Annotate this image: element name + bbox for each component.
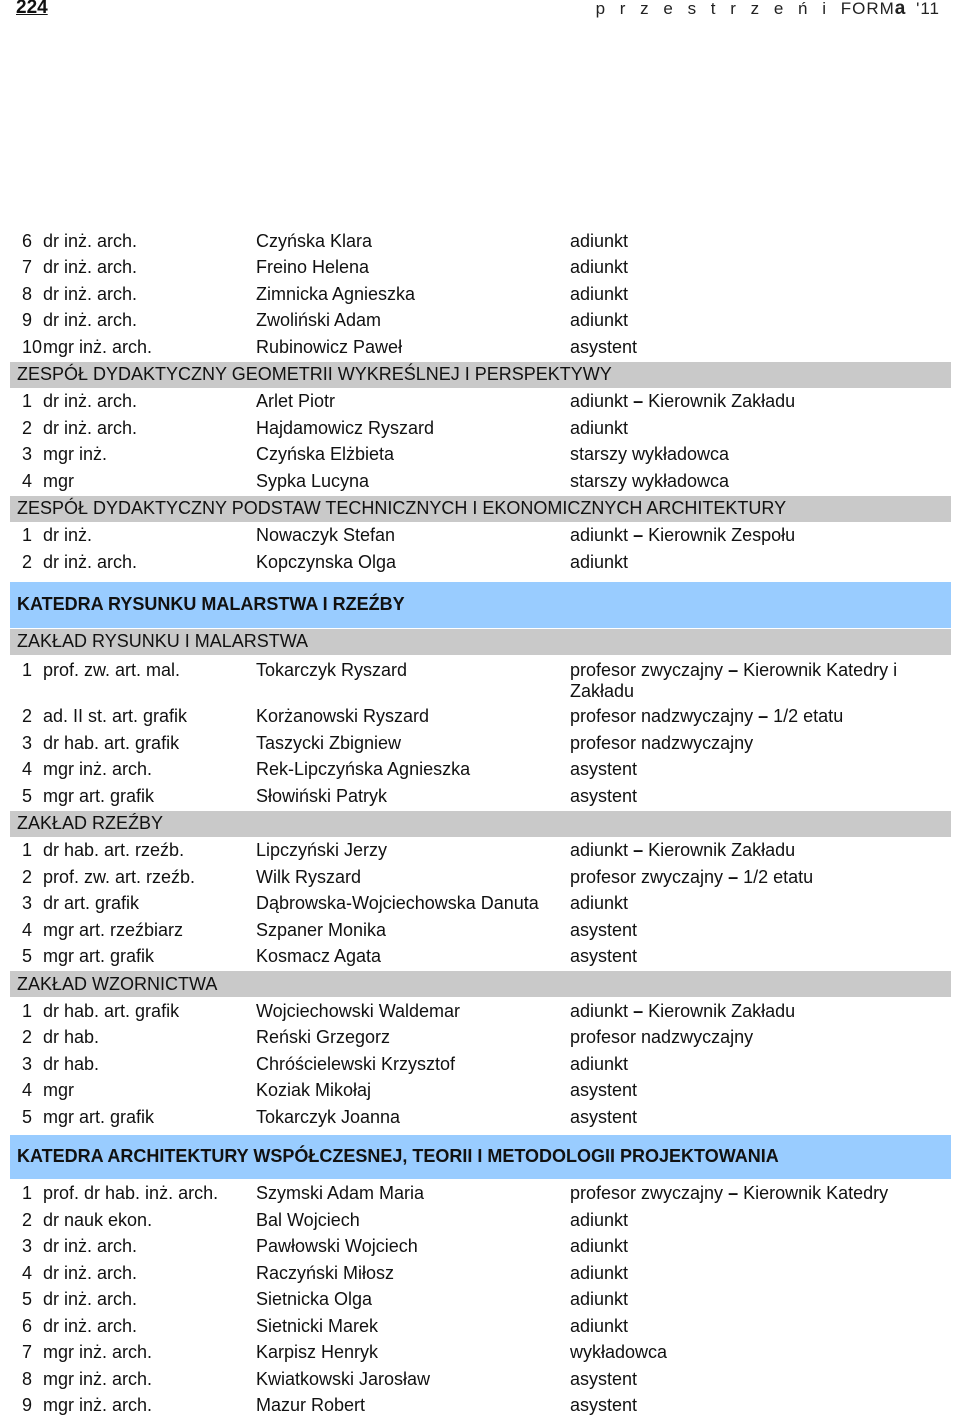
- position-role: adiunkt: [570, 893, 628, 913]
- position-cell: [570, 525, 951, 546]
- person-name: Szymski Adam Maria: [256, 1183, 570, 1204]
- position-role: adiunkt: [570, 1236, 628, 1256]
- academic-title: mgr art. grafik: [43, 1107, 256, 1128]
- position-dash: –: [633, 840, 643, 860]
- person-name: Wilk Ryszard: [256, 867, 570, 888]
- person-name: Arlet Piotr: [256, 391, 570, 412]
- academic-title: dr hab.: [43, 1054, 256, 1075]
- position-cell: [570, 1369, 951, 1390]
- academic-title: dr inż. arch.: [43, 231, 256, 252]
- table-row: [10, 308, 951, 335]
- position-role: asystent: [570, 946, 637, 966]
- academic-title: mgr inż. arch.: [43, 1342, 256, 1363]
- table-row: [10, 757, 951, 784]
- table-row: [10, 944, 951, 971]
- person-name: Słowiński Patryk: [256, 786, 570, 807]
- team-header-geometry: ZESPÓŁ DYDAKTYCZNY GEOMETRII WYKREŚLNEJ I PERSPEKTYWY: [10, 361, 951, 389]
- group-7: [10, 1181, 951, 1419]
- position-role: asystent: [570, 786, 637, 806]
- academic-title: mgr art. grafik: [43, 786, 256, 807]
- academic-title: prof. zw. art. rzeźb.: [43, 867, 256, 888]
- position-cell: [570, 1342, 951, 1363]
- row-number: 5: [10, 1107, 43, 1128]
- table-row: [10, 838, 951, 865]
- academic-title: mgr inż. arch.: [43, 1369, 256, 1390]
- table-row: [10, 730, 951, 757]
- position-extra: 1/2 etatu: [773, 706, 843, 726]
- position-cell: [570, 284, 951, 305]
- group-4: [10, 656, 951, 810]
- position-cell: [570, 1316, 951, 1337]
- row-number: 4: [10, 1080, 43, 1101]
- person-name: Rubinowicz Paweł: [256, 337, 570, 358]
- position-cell: [570, 706, 951, 727]
- position-cell: [570, 257, 951, 278]
- academic-title: dr inż. arch.: [43, 418, 256, 439]
- table-row: [10, 864, 951, 891]
- table-row: [10, 549, 951, 576]
- table-row: [10, 1366, 951, 1393]
- row-number: 10: [10, 337, 43, 358]
- table-row: [10, 1287, 951, 1314]
- position-extra: Kierownik Katedry i Zakładu: [570, 660, 897, 701]
- group-1: [10, 228, 951, 361]
- academic-title: dr inż. arch.: [43, 1236, 256, 1257]
- row-number: 5: [10, 1289, 43, 1310]
- position-cell: [570, 1395, 951, 1416]
- unit-header-sculpture: ZAKŁAD RZEŹBY: [10, 810, 951, 838]
- position-role: adiunkt: [570, 1316, 628, 1336]
- position-role: profesor nadzwyczajny: [570, 733, 753, 753]
- position-role: adiunkt: [570, 284, 628, 304]
- table-row: [10, 1260, 951, 1287]
- position-role: asystent: [570, 1395, 637, 1415]
- position-role: adiunkt: [570, 525, 628, 545]
- position-role: adiunkt: [570, 231, 628, 251]
- unit-header-drawing: ZAKŁAD RYSUNKU I MALARSTWA: [10, 628, 951, 656]
- table-row: [10, 255, 951, 282]
- person-name: Sietnicka Olga: [256, 1289, 570, 1310]
- row-number: 2: [10, 706, 43, 727]
- position-extra: 1/2 etatu: [743, 867, 813, 887]
- journal-a: a: [895, 0, 907, 19]
- position-role: adiunkt: [570, 310, 628, 330]
- person-name: Taszycki Zbigniew: [256, 733, 570, 754]
- academic-title: prof. dr hab. inż. arch.: [43, 1183, 256, 1204]
- table-row: [10, 1207, 951, 1234]
- table-row: [10, 523, 951, 550]
- person-name: Freino Helena: [256, 257, 570, 278]
- person-name: Raczyński Miłosz: [256, 1263, 570, 1284]
- row-number: 3: [10, 444, 43, 465]
- position-cell: [570, 231, 951, 252]
- table-row: [10, 656, 951, 704]
- person-name: Nowaczyk Stefan: [256, 525, 570, 546]
- position-dash: –: [728, 660, 738, 680]
- position-cell: [570, 471, 951, 492]
- academic-title: prof. zw. art. mal.: [43, 660, 256, 681]
- position-extra: Kierownik Zakładu: [648, 391, 795, 411]
- row-number: 4: [10, 1263, 43, 1284]
- position-cell: [570, 920, 951, 941]
- position-cell: [570, 840, 951, 861]
- position-cell: [570, 1107, 951, 1128]
- academic-title: dr inż. arch.: [43, 1289, 256, 1310]
- row-number: 9: [10, 310, 43, 331]
- table-row: [10, 783, 951, 810]
- group-3: [10, 523, 951, 576]
- table-row: [10, 1340, 951, 1367]
- position-role: profesor zwyczajny: [570, 660, 723, 680]
- person-name: Chróścielewski Krzysztof: [256, 1054, 570, 1075]
- group-6: [10, 998, 951, 1131]
- group-2: [10, 389, 951, 495]
- position-extra: Kierownik Zakładu: [648, 840, 795, 860]
- position-role: adiunkt: [570, 1210, 628, 1230]
- academic-title: dr nauk ekon.: [43, 1210, 256, 1231]
- position-role: asystent: [570, 1080, 637, 1100]
- academic-title: dr hab. art. grafik: [43, 733, 256, 754]
- position-cell: [570, 418, 951, 439]
- row-number: 4: [10, 471, 43, 492]
- position-role: adiunkt: [570, 257, 628, 277]
- staff-table: [10, 228, 951, 1419]
- journal-prefix: p r z e s t r z e ń i: [596, 0, 831, 18]
- person-name: Sypka Lucyna: [256, 471, 570, 492]
- row-number: 8: [10, 1369, 43, 1390]
- table-row: [10, 334, 951, 361]
- position-cell: [570, 1183, 951, 1204]
- row-number: 6: [10, 231, 43, 252]
- row-number: 5: [10, 786, 43, 807]
- person-name: Karpisz Henryk: [256, 1342, 570, 1363]
- person-name: Mazur Robert: [256, 1395, 570, 1416]
- position-role: profesor zwyczajny: [570, 867, 723, 887]
- position-cell: [570, 660, 910, 702]
- person-name: Tokarczyk Ryszard: [256, 660, 570, 681]
- department-header-architecture: KATEDRA ARCHITEKTURY WSPÓŁCZESNEJ, TEORII I METODOLOGII PROJEKTOWANIA: [10, 1135, 951, 1179]
- position-extra: Kierownik Zakładu: [648, 1001, 795, 1021]
- person-name: Pawłowski Wojciech: [256, 1236, 570, 1257]
- academic-title: dr hab. art. rzeźb.: [43, 840, 256, 861]
- journal-title: [596, 0, 940, 20]
- position-cell: [570, 310, 951, 331]
- position-role: adiunkt: [570, 1054, 628, 1074]
- position-cell: [570, 1210, 951, 1231]
- table-row: [10, 415, 951, 442]
- person-name: Szpaner Monika: [256, 920, 570, 941]
- position-extra: Kierownik Zespołu: [648, 525, 795, 545]
- academic-title: dr inż. arch.: [43, 1263, 256, 1284]
- position-role: adiunkt: [570, 1001, 628, 1021]
- position-cell: [570, 552, 951, 573]
- journal-form: FORM: [841, 0, 895, 18]
- academic-title: mgr: [43, 471, 256, 492]
- position-cell: [570, 1054, 951, 1075]
- row-number: 1: [10, 525, 43, 546]
- person-name: Sietnicki Marek: [256, 1316, 570, 1337]
- position-dash: –: [633, 391, 643, 411]
- journal-year: '11: [916, 0, 940, 18]
- table-row: [10, 468, 951, 495]
- row-number: 6: [10, 1316, 43, 1337]
- person-name: Czyńska Elżbieta: [256, 444, 570, 465]
- position-cell: [570, 444, 951, 465]
- person-name: Rek-Lipczyńska Agnieszka: [256, 759, 570, 780]
- row-number: 1: [10, 660, 43, 681]
- academic-title: dr inż. arch.: [43, 310, 256, 331]
- table-row: [10, 281, 951, 308]
- row-number: 4: [10, 920, 43, 941]
- row-number: 3: [10, 893, 43, 914]
- position-cell: [570, 391, 951, 412]
- row-number: 3: [10, 733, 43, 754]
- academic-title: dr inż.: [43, 525, 256, 546]
- position-role: profesor nadzwyczajny: [570, 1027, 753, 1047]
- academic-title: dr inż. arch.: [43, 257, 256, 278]
- table-row: [10, 1104, 951, 1131]
- table-row: [10, 704, 951, 731]
- position-cell: [570, 337, 951, 358]
- page-header: [0, 0, 960, 30]
- row-number: 1: [10, 840, 43, 861]
- academic-title: dr inż. arch.: [43, 284, 256, 305]
- row-number: 1: [10, 391, 43, 412]
- person-name: Kosmacz Agata: [256, 946, 570, 967]
- group-5: [10, 838, 951, 971]
- person-name: Zwoliński Adam: [256, 310, 570, 331]
- unit-header-design: ZAKŁAD WZORNICTWA: [10, 970, 951, 998]
- academic-title: mgr inż. arch.: [43, 759, 256, 780]
- position-cell: [570, 1027, 951, 1048]
- academic-title: dr inż. arch.: [43, 552, 256, 573]
- academic-title: dr hab.: [43, 1027, 256, 1048]
- table-row: [10, 1181, 951, 1208]
- position-extra: Kierownik Katedry: [743, 1183, 888, 1203]
- academic-title: mgr inż. arch.: [43, 1395, 256, 1416]
- position-dash: –: [758, 706, 768, 726]
- row-number: 8: [10, 284, 43, 305]
- table-row: [10, 389, 951, 416]
- table-row: [10, 917, 951, 944]
- row-number: 2: [10, 1027, 43, 1048]
- person-name: Koziak Mikołaj: [256, 1080, 570, 1101]
- department-header-drawing: KATEDRA RYSUNKU MALARSTWA I RZEŹBY: [10, 582, 951, 628]
- row-number: 1: [10, 1183, 43, 1204]
- position-role: asystent: [570, 759, 637, 779]
- person-name: Wojciechowski Waldemar: [256, 1001, 570, 1022]
- position-cell: [570, 733, 951, 754]
- position-cell: [570, 893, 951, 914]
- table-row: [10, 998, 951, 1025]
- academic-title: dr inż. arch.: [43, 1316, 256, 1337]
- position-dash: –: [633, 525, 643, 545]
- position-role: asystent: [570, 337, 637, 357]
- academic-title: dr art. grafik: [43, 893, 256, 914]
- position-role: asystent: [570, 1369, 637, 1389]
- position-role: adiunkt: [570, 840, 628, 860]
- position-cell: [570, 1263, 951, 1284]
- table-row: [10, 442, 951, 469]
- person-name: Korżanowski Ryszard: [256, 706, 570, 727]
- row-number: 2: [10, 552, 43, 573]
- row-number: 7: [10, 257, 43, 278]
- row-number: 2: [10, 1210, 43, 1231]
- page-number: 224: [16, 0, 48, 19]
- row-number: 4: [10, 759, 43, 780]
- row-number: 2: [10, 867, 43, 888]
- position-cell: [570, 946, 951, 967]
- position-cell: [570, 1080, 951, 1101]
- person-name: Zimnicka Agnieszka: [256, 284, 570, 305]
- position-role: adiunkt: [570, 552, 628, 572]
- position-cell: [570, 1289, 951, 1310]
- person-name: Hajdamowicz Ryszard: [256, 418, 570, 439]
- person-name: Lipczyński Jerzy: [256, 840, 570, 861]
- position-dash: –: [728, 867, 738, 887]
- position-role: adiunkt: [570, 391, 628, 411]
- table-row: [10, 1025, 951, 1052]
- position-role: starszy wykładowca: [570, 444, 729, 464]
- person-name: Czyńska Klara: [256, 231, 570, 252]
- table-row: [10, 1051, 951, 1078]
- position-role: wykładowca: [570, 1342, 667, 1362]
- position-cell: [570, 1236, 951, 1257]
- row-number: 7: [10, 1342, 43, 1363]
- position-role: starszy wykładowca: [570, 471, 729, 491]
- academic-title: dr inż. arch.: [43, 391, 256, 412]
- position-role: adiunkt: [570, 1263, 628, 1283]
- academic-title: mgr art. rzeźbiarz: [43, 920, 256, 941]
- position-cell: [570, 786, 951, 807]
- row-number: 3: [10, 1054, 43, 1075]
- academic-title: mgr inż.: [43, 444, 256, 465]
- position-role: profesor nadzwyczajny: [570, 706, 753, 726]
- table-row: [10, 1313, 951, 1340]
- academic-title: mgr inż. arch.: [43, 337, 256, 358]
- table-row: [10, 891, 951, 918]
- team-header-technical: ZESPÓŁ DYDAKTYCZNY PODSTAW TECHNICZNYCH I EKONOMICZNYCH ARCHITEKTURY: [10, 495, 951, 523]
- person-name: Dąbrowska-Wojciechowska Danuta: [256, 893, 570, 914]
- table-row: [10, 228, 951, 255]
- position-cell: [570, 867, 951, 888]
- academic-title: dr hab. art. grafik: [43, 1001, 256, 1022]
- row-number: 1: [10, 1001, 43, 1022]
- row-number: 9: [10, 1395, 43, 1416]
- academic-title: mgr art. grafik: [43, 946, 256, 967]
- position-dash: –: [633, 1001, 643, 1021]
- row-number: 5: [10, 946, 43, 967]
- table-row: [10, 1393, 951, 1419]
- position-dash: –: [728, 1183, 738, 1203]
- position-role: profesor zwyczajny: [570, 1183, 723, 1203]
- position-role: asystent: [570, 1107, 637, 1127]
- position-role: adiunkt: [570, 418, 628, 438]
- position-role: adiunkt: [570, 1289, 628, 1309]
- person-name: Tokarczyk Joanna: [256, 1107, 570, 1128]
- academic-title: mgr: [43, 1080, 256, 1101]
- position-role: asystent: [570, 920, 637, 940]
- row-number: 2: [10, 418, 43, 439]
- person-name: Reński Grzegorz: [256, 1027, 570, 1048]
- position-cell: [570, 1001, 951, 1022]
- person-name: Kwiatkowski Jarosław: [256, 1369, 570, 1390]
- row-number: 3: [10, 1236, 43, 1257]
- table-row: [10, 1234, 951, 1261]
- person-name: Kopczynska Olga: [256, 552, 570, 573]
- academic-title: ad. II st. art. grafik: [43, 706, 256, 727]
- person-name: Bal Wojciech: [256, 1210, 570, 1231]
- table-row: [10, 1078, 951, 1105]
- position-cell: [570, 759, 951, 780]
